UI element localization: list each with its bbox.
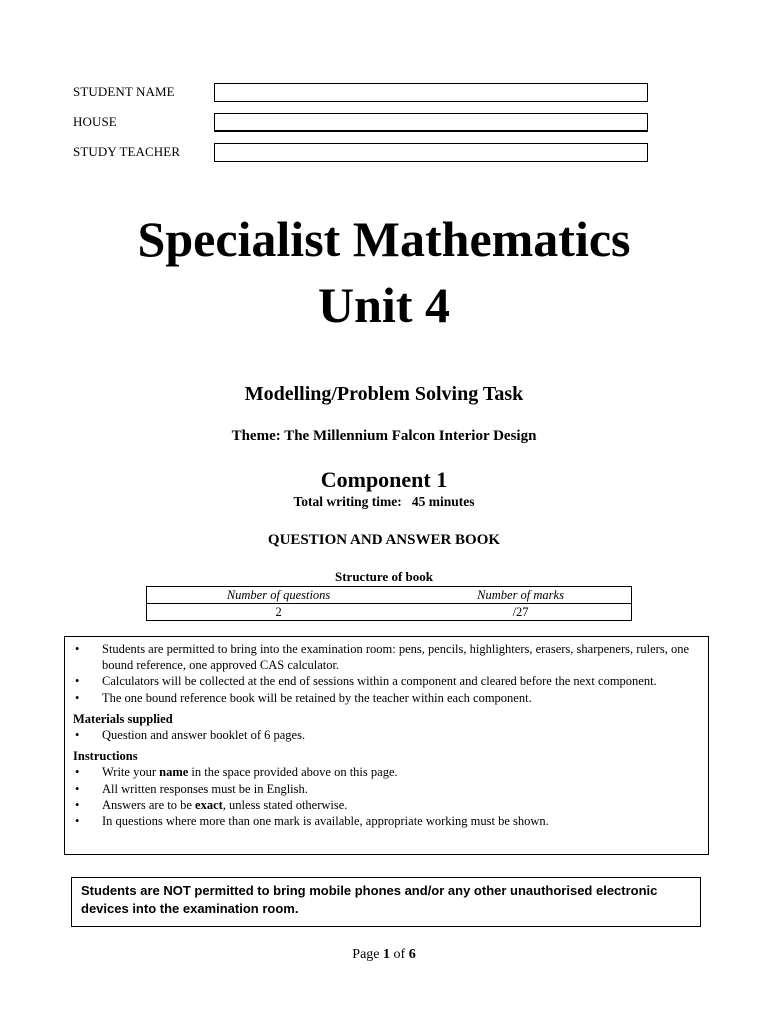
bullet-icon: • xyxy=(75,814,80,829)
list-item: • Write your name in the space provided above on this page. xyxy=(75,765,398,780)
house-label: HOUSE xyxy=(73,114,117,129)
list-item: • All written responses must be in English. xyxy=(75,781,308,796)
instructions-heading: Instructions xyxy=(73,749,138,764)
materials-heading: Materials supplied xyxy=(73,711,173,726)
study-teacher-label: STUDY TEACHER xyxy=(73,144,181,159)
marks-value: /27 xyxy=(410,604,631,621)
list-item: • The one bound reference book will be retained by the teacher within each component. xyxy=(75,690,532,705)
structure-title: Structure of book xyxy=(335,569,433,584)
task-title: Modelling/Problem Solving Task xyxy=(244,383,524,405)
rules-list xyxy=(73,641,700,706)
subject-title: Specialist Mathematics xyxy=(137,211,631,267)
writing-time: Total writing time: 45 minutes xyxy=(293,494,475,509)
list-item: • In questions where more than one mark is available, appropriate working must be shown. xyxy=(75,814,549,829)
student-name-row xyxy=(73,81,214,103)
table-header-row xyxy=(147,587,632,604)
questions-header: Number of questions xyxy=(147,587,411,604)
book-type-title: QUESTION AND ANSWER BOOK xyxy=(267,532,501,548)
bullet-icon: • xyxy=(75,642,80,656)
list-item: • Answers are to be exact, unless stated otherwise. xyxy=(75,797,348,812)
list-item: • Question and answer booklet of 6 pages. xyxy=(75,728,306,743)
bullet-icon: • xyxy=(75,674,80,689)
student-name-label: STUDENT NAME xyxy=(73,84,175,99)
warning-box xyxy=(71,877,701,927)
student-name-field[interactable] xyxy=(214,83,648,102)
bullet-icon: • xyxy=(75,765,80,780)
instructions-list xyxy=(73,764,700,829)
theme-title: Theme: The Millennium Falcon Interior Design xyxy=(231,428,537,444)
warning-text: Students are NOT permitted to bring mobile phones and/or any other unauthorised electronic devices into the examination room. xyxy=(81,883,658,916)
house-row xyxy=(73,111,214,133)
table-row xyxy=(147,604,632,621)
marks-header: Number of marks xyxy=(410,587,631,604)
study-teacher-row xyxy=(73,141,214,163)
unit-title: Unit 4 xyxy=(318,277,450,333)
house-field[interactable] xyxy=(214,113,648,132)
component-title: Component 1 xyxy=(320,467,448,492)
bullet-icon: • xyxy=(75,781,80,796)
study-teacher-field[interactable] xyxy=(214,143,648,162)
bullet-icon: • xyxy=(75,728,80,743)
bullet-icon: • xyxy=(75,797,80,812)
list-item: • Students are permitted to bring into the examination room: pens, pencils, highlighters, erasers, sharpeners, rulers, one bound reference, one approved CAS calculator. xyxy=(75,642,690,673)
materials-list xyxy=(73,727,700,743)
list-item: • Calculators will be collected at the end of sessions within a component and cleared before the next component. xyxy=(75,674,657,689)
page-number: Page 1 of 6 xyxy=(352,947,416,962)
rules-box xyxy=(64,636,709,855)
bullet-icon: • xyxy=(75,690,80,705)
structure-table xyxy=(146,586,632,621)
questions-value: 2 xyxy=(147,604,411,621)
